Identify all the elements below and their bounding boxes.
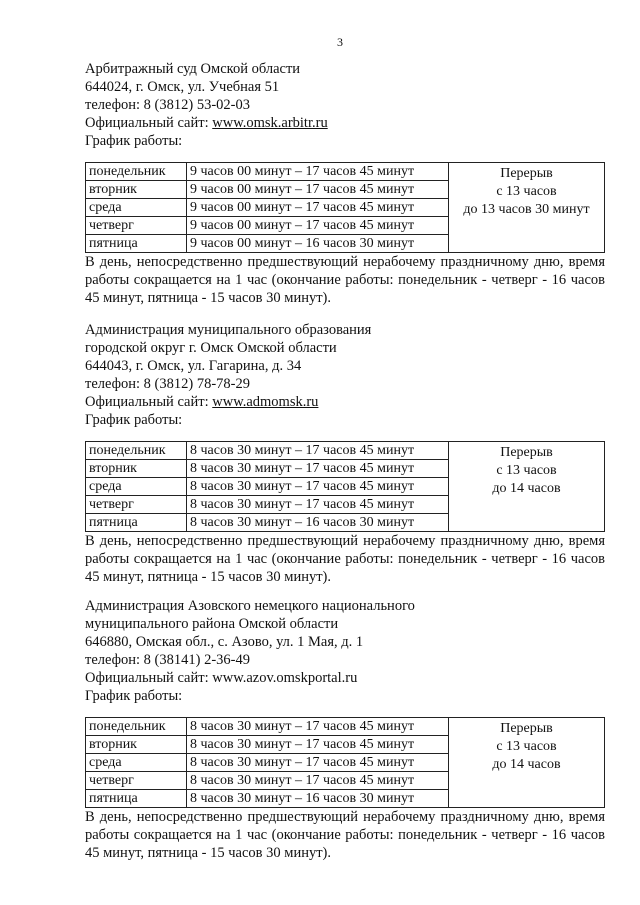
break-line: до 13 часов 30 минут	[463, 202, 590, 217]
shortened-day-note: В день, непосредственно предшествующий нерабочему праздничному дню, время работы сокращается на 1 час (окончание работы: понедельник - четверг - 16 часов 45 минут, пятница - 15 часов 30 минут).	[85, 533, 605, 585]
day-cell: четверг	[86, 772, 187, 790]
organization-block-omsk-administration	[85, 321, 605, 586]
day-cell: пятница	[86, 235, 187, 253]
hours-cell: 8 часов 30 минут – 17 часов 45 минут	[187, 478, 449, 496]
hours-cell: 9 часов 00 минут – 17 часов 45 минут	[187, 199, 449, 217]
break-line: с 13 часов	[496, 739, 557, 754]
hours-cell: 8 часов 30 минут – 17 часов 45 минут	[187, 772, 449, 790]
hours-cell: 8 часов 30 минут – 17 часов 45 минут	[187, 718, 449, 736]
schedule-label: График работы:	[85, 133, 183, 149]
org-name: городской округ г. Омск Омской области	[85, 340, 337, 356]
break-cell	[449, 163, 605, 253]
day-cell: среда	[86, 199, 187, 217]
day-cell: четверг	[86, 217, 187, 235]
shortened-day-note: В день, непосредственно предшествующий нерабочему праздничному дню, время работы сокращается на 1 час (окончание работы: понедельник - четверг - 16 часов 45 минут, пятница - 15 часов 30 минут).	[85, 809, 605, 861]
break-cell	[449, 718, 605, 808]
hours-cell: 8 часов 30 минут – 16 часов 30 минут	[187, 514, 449, 532]
org-address: 644024, г. Омск, ул. Учебная 51	[85, 79, 280, 95]
org-phone: телефон: 8 (3812) 53-02-03	[85, 97, 250, 113]
break-line: Перерыв	[500, 721, 553, 736]
day-cell: четверг	[86, 496, 187, 514]
day-cell: понедельник	[86, 163, 187, 181]
org-site-line	[85, 393, 605, 411]
table-row	[86, 718, 605, 736]
hours-cell: 9 часов 00 минут – 17 часов 45 минут	[187, 217, 449, 235]
site-link[interactable]: www.omsk.arbitr.ru	[212, 115, 328, 131]
hours-cell: 8 часов 30 минут – 17 часов 45 минут	[187, 496, 449, 514]
hours-cell: 9 часов 00 минут – 17 часов 45 минут	[187, 163, 449, 181]
org-name: Арбитражный суд Омской области	[85, 61, 301, 77]
schedule-table	[85, 717, 605, 808]
schedule-table	[85, 162, 605, 253]
schedule-label: График работы:	[85, 688, 183, 704]
day-cell: среда	[86, 478, 187, 496]
table-row	[86, 442, 605, 460]
org-phone: телефон: 8 (38141) 2-36-49	[85, 652, 250, 668]
hours-cell: 8 часов 30 минут – 16 часов 30 минут	[187, 790, 449, 808]
site-text: www.azov.omskportal.ru	[212, 670, 358, 686]
day-cell: среда	[86, 754, 187, 772]
day-cell: понедельник	[86, 442, 187, 460]
table-row	[86, 163, 605, 181]
org-address: 646880, Омская обл., с. Азово, ул. 1 Мая, д. 1	[85, 634, 364, 650]
hours-cell: 8 часов 30 минут – 17 часов 45 минут	[187, 460, 449, 478]
hours-cell: 9 часов 00 минут – 16 часов 30 минут	[187, 235, 449, 253]
day-cell: вторник	[86, 736, 187, 754]
day-cell: пятница	[86, 514, 187, 532]
break-line: с 13 часов	[496, 463, 557, 478]
day-cell: понедельник	[86, 718, 187, 736]
site-link[interactable]: www.admomsk.ru	[212, 394, 319, 410]
org-phone: телефон: 8 (3812) 78-78-29	[85, 376, 250, 392]
organization-block-azov-administration	[85, 597, 605, 862]
hours-cell: 9 часов 00 минут – 17 часов 45 минут	[187, 181, 449, 199]
page-number: 3	[337, 35, 343, 49]
organization-block-arbitration-court	[85, 60, 605, 307]
day-cell: пятница	[86, 790, 187, 808]
break-line: до 14 часов	[492, 757, 561, 772]
hours-cell: 8 часов 30 минут – 17 часов 45 минут	[187, 442, 449, 460]
schedule-label: График работы:	[85, 412, 183, 428]
org-name: Администрация Азовского немецкого национального	[85, 598, 415, 614]
break-line: Перерыв	[500, 445, 553, 460]
org-site-line	[85, 669, 605, 687]
break-line: до 14 часов	[492, 481, 561, 496]
break-line: Перерыв	[500, 166, 553, 181]
site-label: Официальный сайт:	[85, 670, 213, 686]
schedule-table	[85, 441, 605, 532]
break-line: с 13 часов	[496, 184, 557, 199]
hours-cell: 8 часов 30 минут – 17 часов 45 минут	[187, 754, 449, 772]
site-label: Официальный сайт:	[85, 115, 213, 131]
shortened-day-note: В день, непосредственно предшествующий нерабочему праздничному дню, время работы сокращается на 1 час (окончание работы: понедельник - четверг - 16 часов 45 минут, пятница - 15 часов 30 минут).	[85, 254, 605, 306]
org-address: 644043, г. Омск, ул. Гагарина, д. 34	[85, 358, 302, 374]
org-site-line	[85, 114, 605, 132]
day-cell: вторник	[86, 181, 187, 199]
org-name: муниципального района Омской области	[85, 616, 339, 632]
site-label: Официальный сайт:	[85, 394, 213, 410]
org-name: Администрация муниципального образования	[85, 322, 372, 338]
day-cell: вторник	[86, 460, 187, 478]
hours-cell: 8 часов 30 минут – 17 часов 45 минут	[187, 736, 449, 754]
break-cell	[449, 442, 605, 532]
